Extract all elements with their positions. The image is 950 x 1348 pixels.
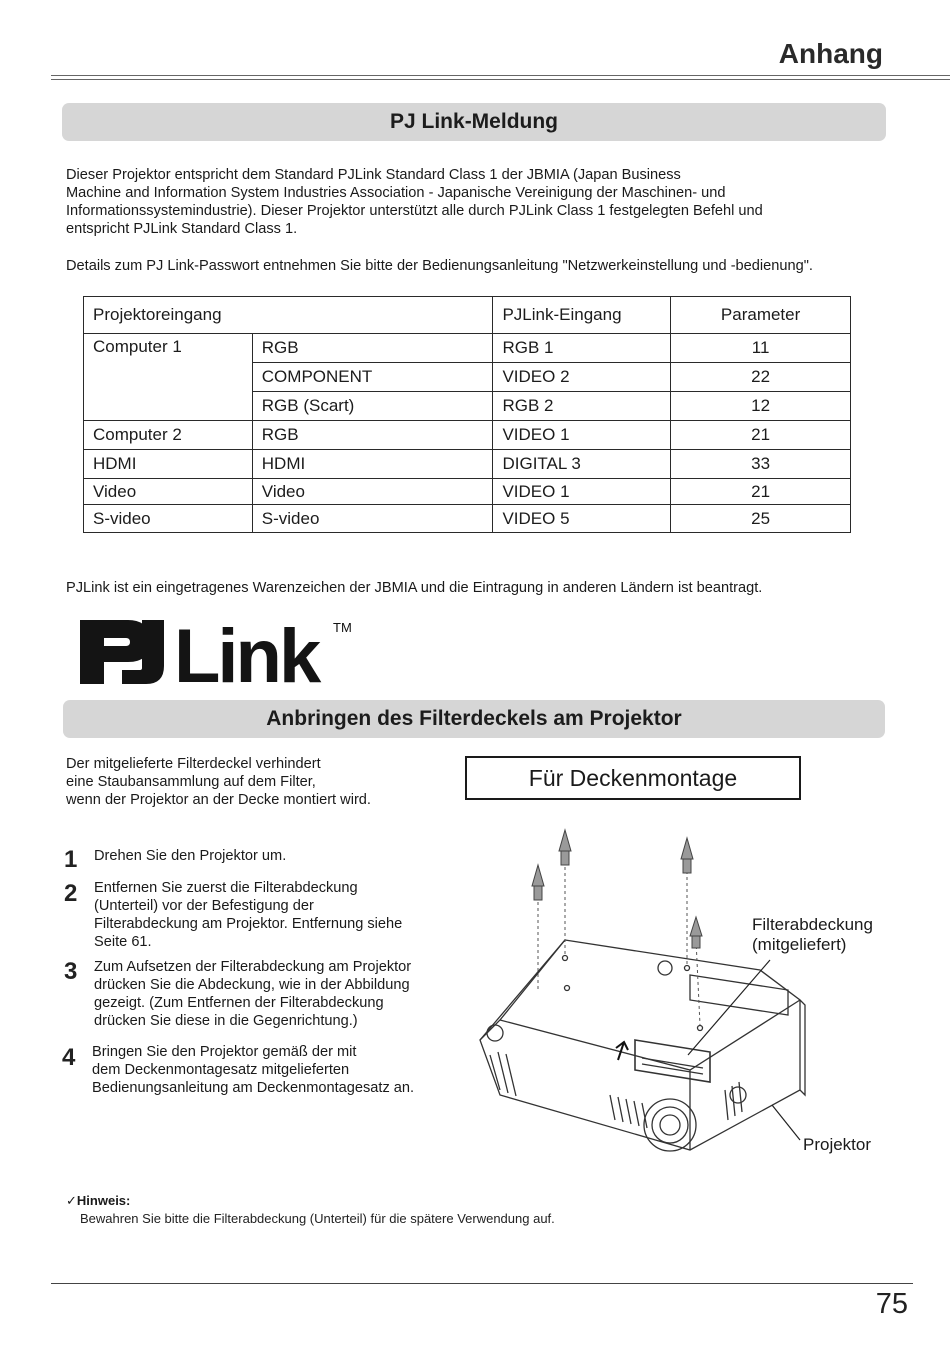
intro-line: Der mitgelieferte Filterdeckel verhindert xyxy=(66,756,321,772)
step-line: gezeigt. (Zum Entfernen der Filterabdeckung xyxy=(94,995,384,1011)
header-input: Projektoreingang xyxy=(84,297,493,334)
cell-param: 11 xyxy=(671,334,851,363)
step-line: drücken Sie die Abdeckung, wie in der Abbildung xyxy=(94,977,410,993)
pjlink-tm: TM xyxy=(333,620,352,635)
table-row xyxy=(84,479,851,505)
footer-rule xyxy=(51,1283,913,1284)
cell-sub: RGB (Scart) xyxy=(252,392,493,421)
svg-text:Link: Link xyxy=(174,614,319,690)
intro-line: Dieser Projektor entspricht dem Standard PJLink Standard Class 1 der JBMIA (Japan Business xyxy=(66,167,681,183)
note-heading xyxy=(66,1193,130,1209)
header-rule-bottom xyxy=(51,79,950,80)
step-text xyxy=(94,958,450,1030)
cell-pjlink: RGB 2 xyxy=(493,392,671,421)
step-number: 2 xyxy=(64,880,78,907)
pjlink-logo xyxy=(76,612,346,695)
header-pjlink: PJLink-Eingang xyxy=(493,297,671,334)
checkmark-icon: ✓ xyxy=(66,1193,77,1208)
header-rule-top xyxy=(51,75,950,76)
cell-group: Computer 1 xyxy=(84,334,253,421)
pjlink-table xyxy=(83,296,851,533)
page-number: 75 xyxy=(875,1288,908,1320)
note-heading-text: Hinweis: xyxy=(76,1193,131,1208)
filter-intro xyxy=(66,755,446,809)
cell-param: 22 xyxy=(671,363,851,392)
cell-param: 33 xyxy=(671,450,851,479)
intro-line: Informationssystemindustrie). Dieser Projektor unterstützt alle durch PJLink Class 1 festgelegten Befehl und xyxy=(66,203,763,219)
cell-param: 25 xyxy=(671,505,851,533)
step-text xyxy=(92,1043,448,1097)
pjlink-logo-graphic xyxy=(76,612,346,690)
cell-pjlink: VIDEO 5 xyxy=(493,505,671,533)
cell-param: 21 xyxy=(671,421,851,450)
cell-group: Computer 2 xyxy=(84,421,253,450)
step-number: 1 xyxy=(64,846,78,873)
cell-sub: S-video xyxy=(252,505,493,533)
cell-sub: RGB xyxy=(252,334,493,363)
table-row xyxy=(84,505,851,533)
cell-pjlink: VIDEO 1 xyxy=(493,421,671,450)
cell-pjlink: DIGITAL 3 xyxy=(493,450,671,479)
page-header-title: Anhang xyxy=(778,38,883,69)
cell-pjlink: RGB 1 xyxy=(493,334,671,363)
cell-pjlink: VIDEO 1 xyxy=(493,479,671,505)
step-line: Bedienungsanleitung am Deckenmontagesatz an. xyxy=(92,1080,415,1096)
cell-param: 21 xyxy=(671,479,851,505)
step-line: (Unterteil) vor der Befestigung der xyxy=(94,898,314,914)
cell-pjlink: VIDEO 2 xyxy=(493,363,671,392)
projector-illustration xyxy=(470,820,820,1170)
ceiling-mount-callout: Für Deckenmontage xyxy=(465,756,801,800)
pjlink-details: Details zum PJ Link-Passwort entnehmen Sie bitte der Bedienungsanleitung "Netzwerkeinstellung und -bedienung". xyxy=(66,258,813,274)
step-line: Bringen Sie den Projektor gemäß der mit xyxy=(92,1044,357,1060)
step-line: Seite 61. xyxy=(94,934,152,950)
intro-line: wenn der Projektor an der Decke montiert wird. xyxy=(66,792,371,808)
step-line: Drehen Sie den Projektor um. xyxy=(94,848,287,864)
intro-line: entspricht PJLink Standard Class 1. xyxy=(66,221,298,237)
step-text xyxy=(94,847,450,865)
step-text xyxy=(94,879,450,951)
cell-param: 12 xyxy=(671,392,851,421)
pjlink-intro xyxy=(66,166,886,238)
cell-group: S-video xyxy=(84,505,253,533)
step-line: dem Deckenmontagesatz mitgelieferten xyxy=(92,1062,350,1078)
cell-group: Video xyxy=(84,479,253,505)
cell-sub: COMPONENT xyxy=(252,363,493,392)
header-param: Parameter xyxy=(671,297,851,334)
table-header-row xyxy=(84,297,851,334)
projector-label: Projektor xyxy=(803,1135,872,1154)
cell-sub: Video xyxy=(252,479,493,505)
cell-group: HDMI xyxy=(84,450,253,479)
step-number: 3 xyxy=(64,958,78,985)
table-row xyxy=(84,450,851,479)
table-row xyxy=(84,334,851,363)
note-text: Bewahren Sie bitte die Filterabdeckung (Unterteil) für die spätere Verwendung auf. xyxy=(80,1211,555,1226)
cell-sub: RGB xyxy=(252,421,493,450)
step-line: Filterabdeckung am Projektor. Entfernung siehe xyxy=(94,916,403,932)
table-row xyxy=(84,421,851,450)
section-title-filter: Anbringen des Filterdeckels am Projektor xyxy=(63,700,885,738)
trademark-note: PJLink ist ein eingetragenes Warenzeichen der JBMIA und die Eintragung in anderen Ländern ist beantragt. xyxy=(66,580,763,596)
section-title-pjlink: PJ Link-Meldung xyxy=(62,103,886,141)
step-line: Zum Aufsetzen der Filterabdeckung am Projektor xyxy=(94,959,412,975)
cell-sub: HDMI xyxy=(252,450,493,479)
intro-line: eine Staubansammlung auf dem Filter, xyxy=(66,774,316,790)
step-line: Entfernen Sie zuerst die Filterabdeckung xyxy=(94,880,358,896)
label-line: Filterabdeckung xyxy=(752,915,873,934)
filter-cover-label xyxy=(752,915,873,955)
step-line: drücken Sie diese in die Gegenrichtung.) xyxy=(94,1013,358,1029)
label-line: (mitgeliefert) xyxy=(752,935,847,954)
intro-line: Machine and Information System Industries Association - Japanische Vereinigung der Maschinen- und xyxy=(66,185,726,201)
step-number: 4 xyxy=(62,1044,76,1071)
